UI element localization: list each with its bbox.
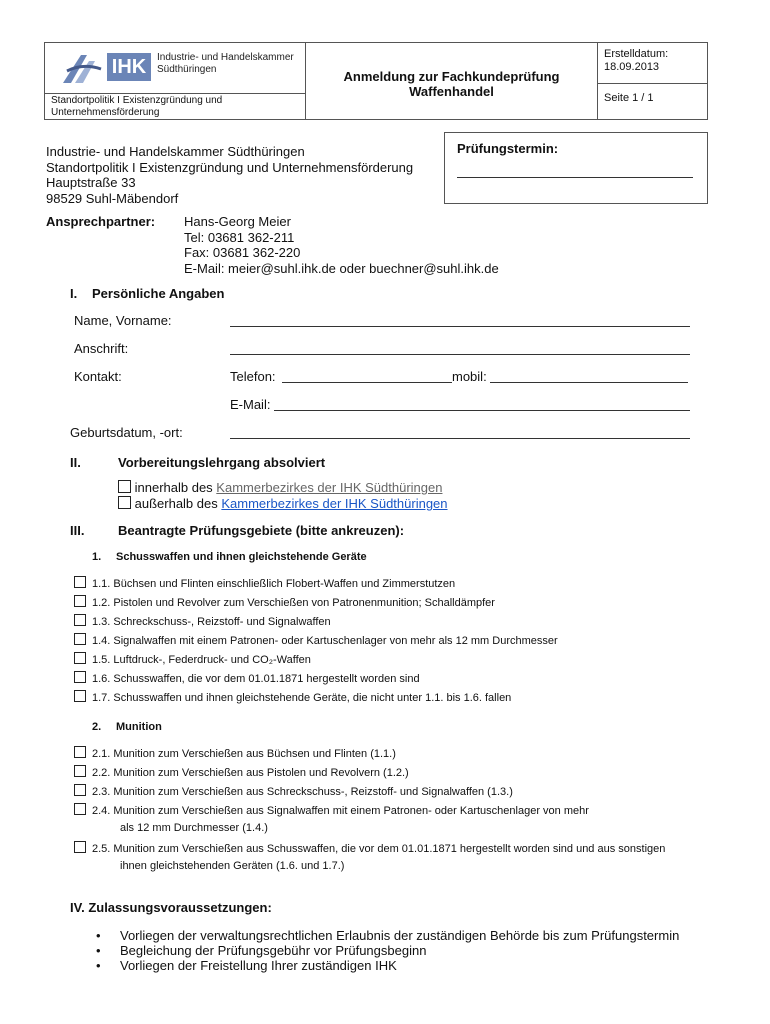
- header-meta-cell: [598, 43, 707, 119]
- item-label: 2.4. Munition zum Verschießen aus Signalwaffen mit einem Patronen- oder Kartuschenlager von mehr: [92, 805, 589, 817]
- exam-item[interactable]: [74, 633, 558, 648]
- name-label: Name, Vorname:: [74, 313, 172, 328]
- exam-item[interactable]: [74, 576, 455, 591]
- exam-date-label: Prüfungstermin:: [457, 141, 559, 156]
- section2-title: Vorbereitungslehrgang absolviert: [118, 455, 326, 470]
- exam-item[interactable]: [74, 652, 311, 667]
- org-name: [157, 52, 294, 76]
- exam-item[interactable]: [74, 803, 589, 818]
- requirement-item: • Vorliegen der Freistellung Ihrer zuständigen IHK: [96, 958, 679, 973]
- chamber-link[interactable]: Kammerbezirkes der IHK Südthüringen: [221, 496, 448, 511]
- phone-field[interactable]: [282, 382, 452, 383]
- contact-field-label: Kontakt:: [74, 369, 122, 384]
- contact-email: E-Mail: meier@suhl.ihk.de oder buechner@suhl.ihk.de: [184, 260, 499, 276]
- contact-tel: Tel: 03681 362-211: [184, 229, 295, 245]
- group1-number: 1.: [92, 551, 102, 563]
- section3-number: III.: [70, 523, 85, 538]
- page-number: Seite 1 / 1: [604, 92, 654, 104]
- exam-item[interactable]: [74, 765, 409, 780]
- contact-label: Ansprechpartner:: [46, 214, 156, 229]
- section4-title: IV. Zulassungsvoraussetzungen:: [70, 900, 272, 915]
- item-label: 1.4. Signalwaffen mit einem Patronen- oder Kartuschenlager von mehr als 12 mm Durchmesser: [92, 635, 558, 647]
- exam-date-field[interactable]: [457, 177, 693, 178]
- section1-number: I.: [70, 286, 78, 301]
- created-label: Erstelldatum:: [604, 48, 669, 60]
- address-line: Industrie- und Handelskammer Südthüringen: [46, 144, 305, 159]
- chamber-link[interactable]: Kammerbezirkes der IHK Südthüringen: [216, 480, 443, 495]
- item-label: 2.5. Munition zum Verschießen aus Schusswaffen, die vor dem 01.01.1871 hergestellt worden sind und aus sonstigen: [92, 843, 666, 855]
- exam-item[interactable]: [74, 614, 331, 629]
- checkbox[interactable]: [74, 765, 86, 777]
- ihk-address: [46, 144, 413, 206]
- requirement-item: • Vorliegen der verwaltungsrechtlichen Erlaubnis der zuständigen Behörde bis zum Prüfungstermin: [96, 928, 679, 943]
- exam-item[interactable]: [74, 841, 665, 856]
- item-label: 2.2. Munition zum Verschießen aus Pistolen und Revolvern (1.2.): [92, 767, 409, 779]
- item-continuation: als 12 mm Durchmesser (1.4.): [120, 822, 268, 834]
- exam-item[interactable]: [74, 690, 511, 705]
- ihk-logo-text: IHK: [107, 53, 151, 81]
- created-value: 18.09.2013: [604, 61, 660, 73]
- address-line: Hauptstraße 33: [46, 175, 136, 190]
- checkbox[interactable]: [74, 690, 86, 702]
- address-field[interactable]: [230, 354, 690, 355]
- option-prefix: innerhalb des: [134, 480, 217, 495]
- ihk-emblem-icon: [59, 49, 105, 87]
- checkbox[interactable]: [74, 614, 86, 626]
- email-field[interactable]: [274, 410, 690, 411]
- checkbox[interactable]: [74, 595, 86, 607]
- title-line2: Waffenhandel: [409, 84, 494, 99]
- header-logo-cell: [45, 43, 306, 119]
- contact-fax: Fax: 03681 362-220: [184, 245, 301, 260]
- phone-label: Telefon:: [230, 369, 276, 384]
- item-label: 1.1. Büchsen und Flinten einschließlich Flobert-Waffen und Zimmerstutzen: [92, 578, 456, 590]
- department-name: Standortpolitik I Existenzgründung und Unternehmensförderung: [51, 95, 223, 118]
- item-label: 1.2. Pistolen und Revolver zum Verschießen von Patronenmunition; Schalldämpfer: [92, 597, 495, 609]
- item-label: 1.3. Schreckschuss-, Reizstoff- und Signalwaffen: [92, 616, 331, 628]
- exam-item[interactable]: [74, 671, 420, 686]
- checkbox[interactable]: [74, 652, 86, 664]
- requirement-item: • Begleichung der Prüfungsgebühr vor Prüfungsbeginn: [96, 943, 679, 958]
- item-label: 1.6. Schusswaffen, die vor dem 01.01.1871 hergestellt worden sind: [92, 673, 420, 685]
- item-label: 2.1. Munition zum Verschießen aus Büchsen und Flinten (1.1.): [92, 748, 396, 760]
- requirements-list: [96, 928, 679, 973]
- checkbox[interactable]: [74, 746, 86, 758]
- mobile-label: mobil:: [452, 369, 487, 384]
- address-label: Anschrift:: [74, 341, 129, 356]
- exam-item[interactable]: [74, 784, 513, 799]
- item-label: 2.3. Munition zum Verschießen aus Schreckschuss-, Reizstoff- und Signalwaffen (1.3.): [92, 786, 513, 798]
- checkbox[interactable]: [118, 480, 131, 493]
- address-line: Standortpolitik I Existenzgründung und Unternehmensförderung: [46, 159, 414, 175]
- checkbox[interactable]: [74, 671, 86, 683]
- checkbox[interactable]: [74, 803, 86, 815]
- option-prefix: außerhalb des: [134, 496, 222, 511]
- contact-name: Hans-Georg Meier: [184, 214, 291, 229]
- section1-title: Persönliche Angaben: [92, 286, 225, 301]
- group1-title: Schusswaffen und ihnen gleichstehende Geräte: [116, 551, 367, 563]
- group2-title: Munition: [116, 721, 162, 733]
- exam-item[interactable]: [74, 746, 396, 761]
- contact-details: [184, 214, 499, 276]
- item-continuation: ihnen gleichstehenden Geräten (1.6. und 1.7.): [120, 860, 345, 872]
- exam-date-box: [444, 132, 708, 204]
- header-title-cell: [306, 43, 598, 119]
- document-header: [44, 42, 708, 120]
- birth-label: Geburtsdatum, -ort:: [70, 425, 183, 440]
- course-option-outside[interactable]: [118, 496, 448, 511]
- section2-number: II.: [70, 455, 81, 470]
- course-option-inside[interactable]: [118, 480, 442, 495]
- created-date: [604, 48, 668, 74]
- item-label: 1.7. Schusswaffen und ihnen gleichstehende Geräte, die nicht unter 1.1. bis 1.6. fallen: [92, 692, 512, 704]
- exam-item[interactable]: [74, 595, 495, 610]
- org-name-line1: Industrie- und Handelskammer: [157, 52, 294, 63]
- email-label: E-Mail:: [230, 397, 271, 412]
- checkbox[interactable]: [74, 633, 86, 645]
- checkbox[interactable]: [118, 496, 131, 509]
- address-line: 98529 Suhl-Mäbendorf: [46, 190, 179, 206]
- checkbox[interactable]: [74, 841, 86, 853]
- title-line1: Anmeldung zur Fachkundeprüfung: [343, 69, 560, 84]
- org-name-line2: Südthüringen: [157, 64, 217, 75]
- checkbox[interactable]: [74, 576, 86, 588]
- mobile-field[interactable]: [490, 382, 688, 383]
- group2-number: 2.: [92, 721, 102, 733]
- ihk-logo: [45, 43, 305, 94]
- checkbox[interactable]: [74, 784, 86, 796]
- name-field[interactable]: [230, 326, 690, 327]
- item-label: 1.5. Luftdruck-, Federdruck- und CO₂-Waffen: [92, 654, 311, 666]
- section3-title: Beantragte Prüfungsgebiete (bitte ankreuzen):: [118, 523, 405, 538]
- document-title: [306, 69, 597, 99]
- divider: [598, 83, 707, 84]
- birth-field[interactable]: [230, 438, 690, 439]
